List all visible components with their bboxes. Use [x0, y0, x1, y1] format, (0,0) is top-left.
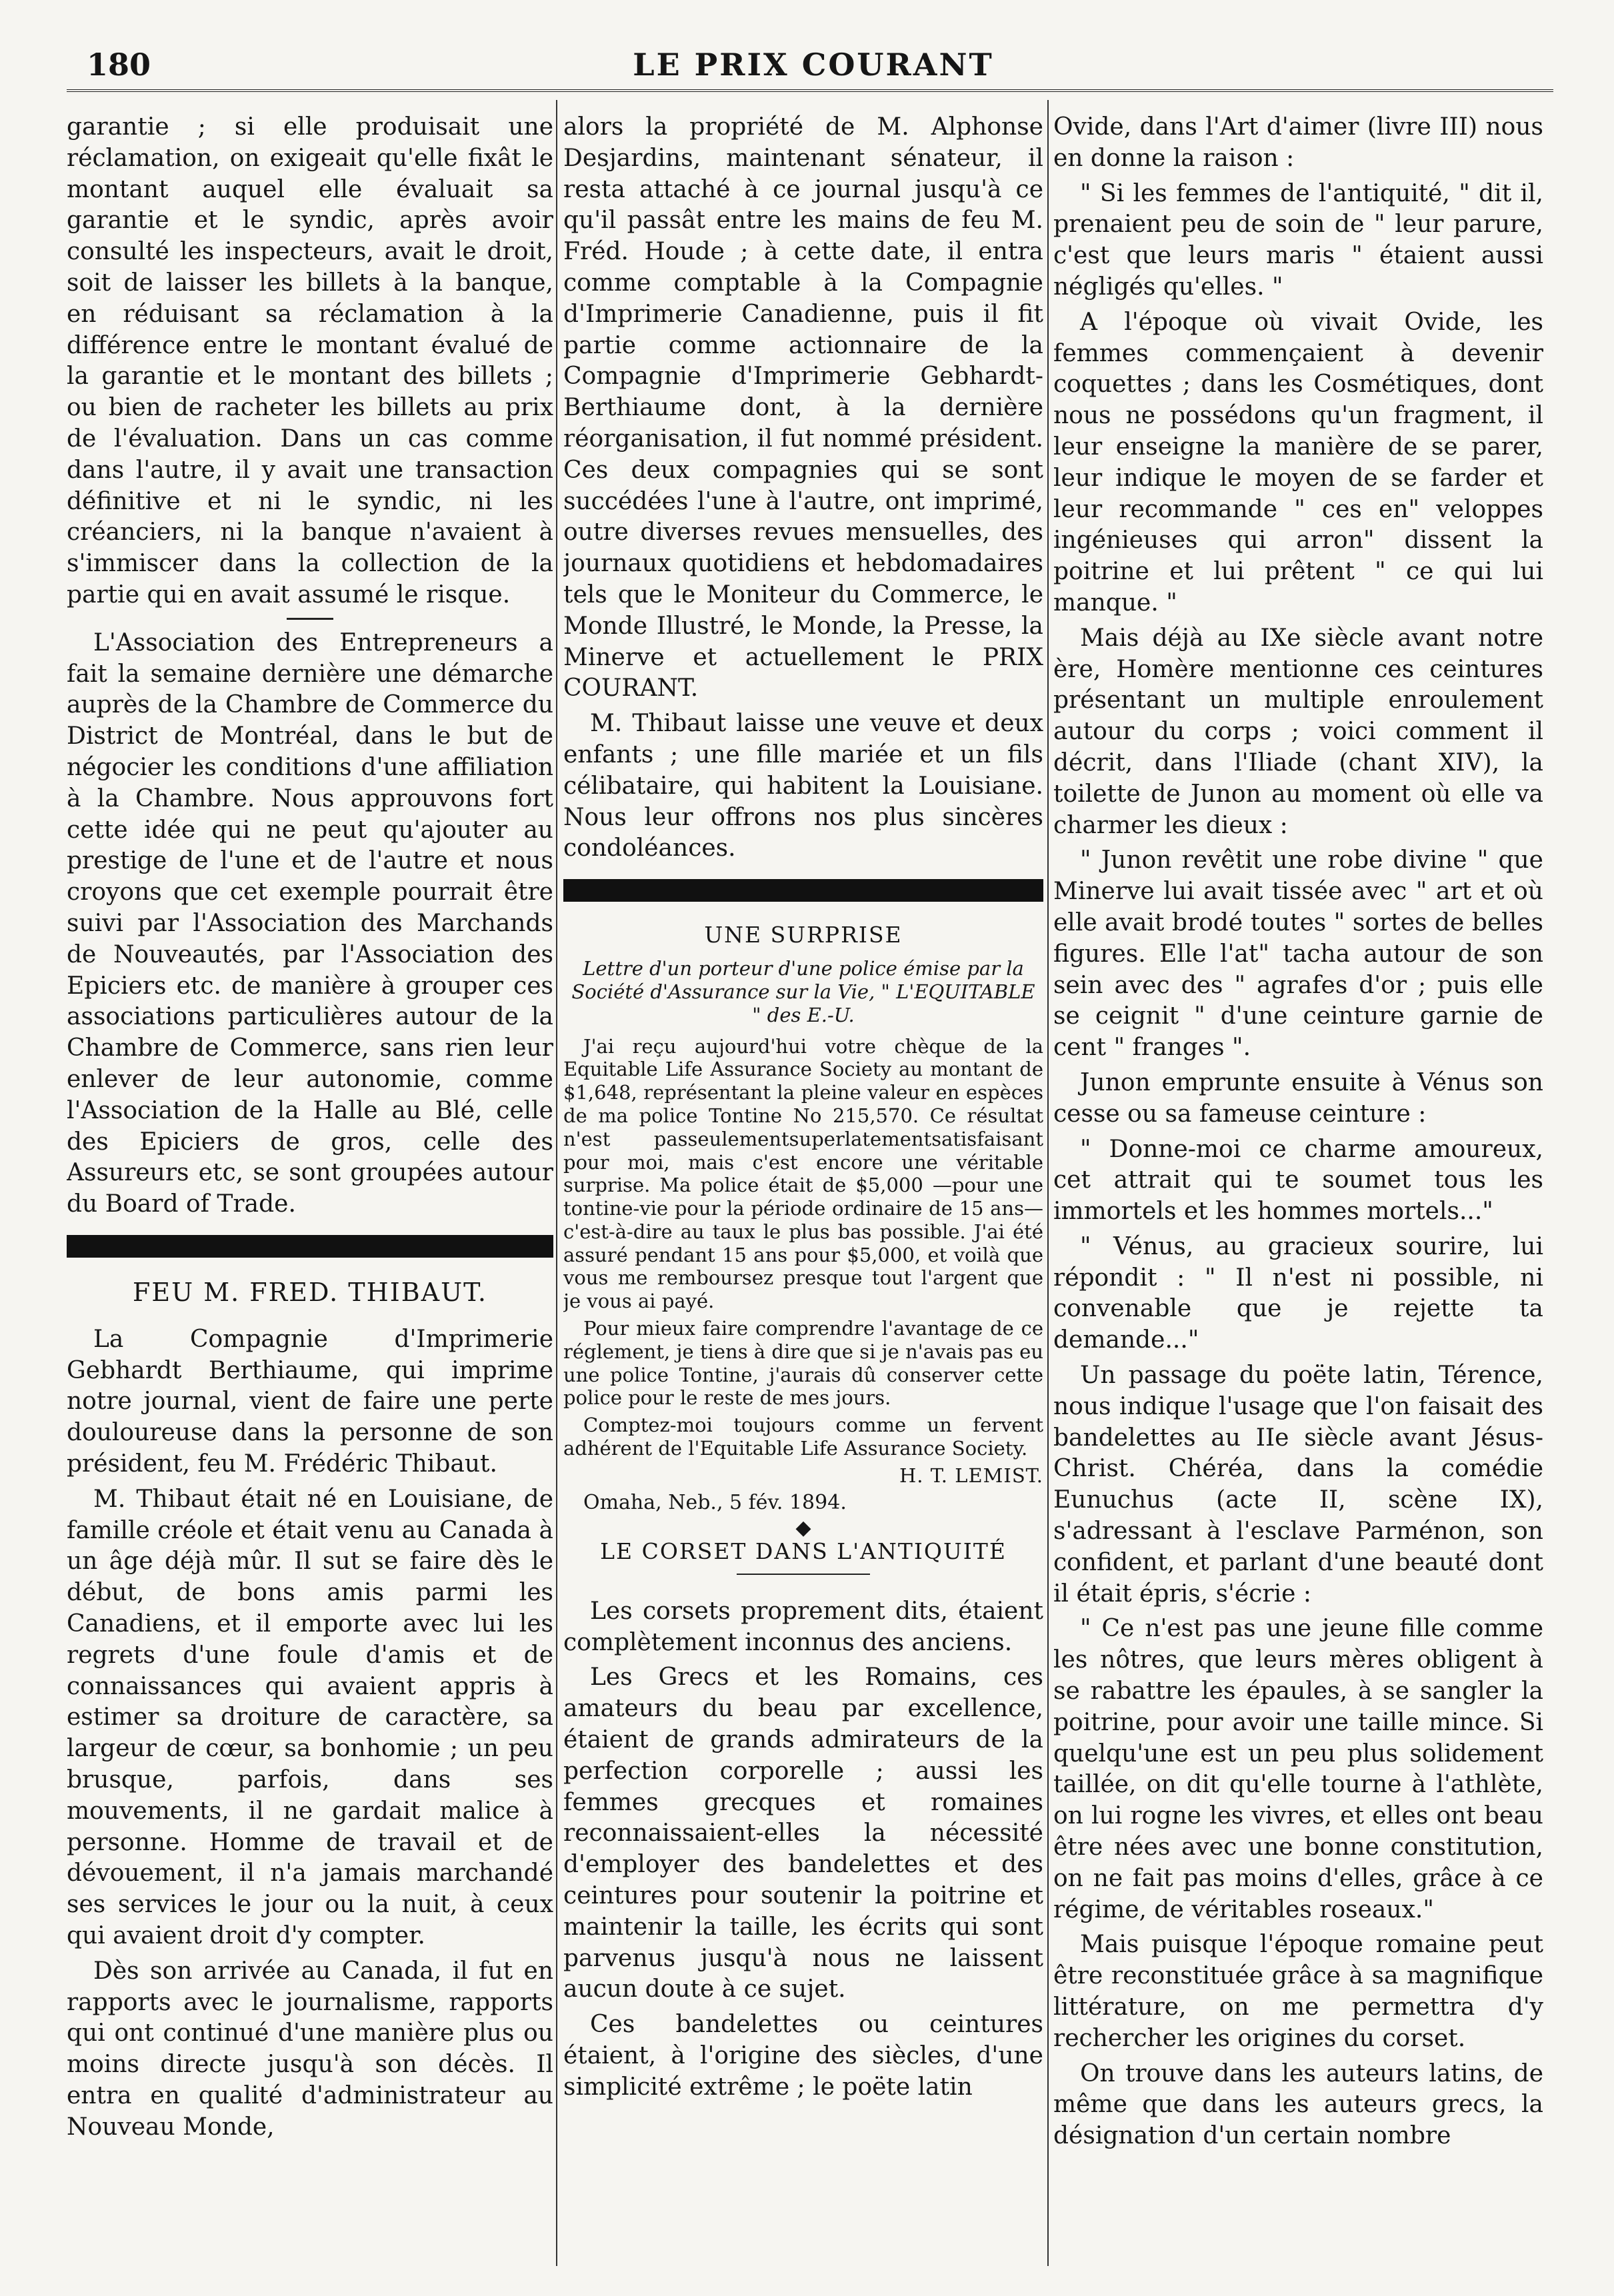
letter-dateline: Omaha, Neb., 5 fév. 1894.: [583, 1490, 847, 1514]
paragraph: Ovide, dans l'Art d'aimer (livre III) nous en donne la raison :: [1053, 113, 1543, 172]
quote-paragraph: " Donne-moi ce charme amoureux, cet attrait qui te soumet tous les immortels et les hommes mortels...": [1053, 1135, 1543, 1226]
header-rule: [67, 89, 1553, 92]
paragraph: L'Association des Entrepreneurs a fait la semaine dernière une démarche auprès de la Chambre de Commerce du District de Montréal, dans le but de négocier les conditions d'une affiliation à la Chambre. Nous approuvons fort cette idée qui ne peut qu'ajouter au prestige de l'une et de l'autre et nous croyons que cet exemple pourrait être suivi par l'Association des Marchands de Nouveautés, par l'Association des Epiciers etc. de manière à grouper ces associations particulières autour de la Chambre de Commerce, sans rien leur enlever de leur autonomie, comme l'Association de la Halle au Blé, celle des Epiciers de gros, celle des Assureurs etc, se sont groupées autour du Board of Trade.: [67, 628, 553, 1218]
running-title: LE PRIX COURANT: [633, 47, 994, 83]
paragraph: Les Grecs et les Romains, ces amateurs du beau par excellence, étaient de grands admirateurs de la perfection corporelle ; aussi les femmes grecques et romaines reconnaissaient-elles la nécessité d'employer des bandelettes et des ceintures pour soutenir la poitrine et maintenir la taille, les écrits qui sont parvenus jusqu'à nous ne laissent aucun doute à ce sujet.: [563, 1664, 1043, 2003]
paragraph: Pour mieux faire comprendre l'avantage de ce réglement, je tiens à dire que si je n'avais pas eu une police Tontine, j'aurais dû conserver cette police pour le reste de mes jours.: [563, 1317, 1043, 1410]
paragraph: Dès son arrivée au Canada, il fut en rapports avec le journalisme, rapports qui ont continué d'une manière plus ou moins directe jusqu'à son décès. Il entra en qualité d'administrateur au Nouveau Monde,: [67, 1957, 553, 2141]
section-bar: [67, 1235, 553, 1258]
letter-signature: H. T. LEMIST.: [899, 1464, 1043, 1487]
paragraph: Ces bandelettes ou ceintures étaient, à l'origine des siècles, d'une simplicité extrême ; le poëte latin: [563, 2011, 1043, 2101]
quote-paragraph: " Vénus, au gracieux sourire, lui répondit : " Il n'est ni possible, ni convenable que je rejette ta demande...": [1053, 1232, 1543, 1354]
column-2: [563, 112, 1043, 2265]
paragraph: Les corsets proprement dits, étaient complètement inconnus des anciens.: [563, 1597, 1043, 1656]
quote-paragraph: " Ce n'est pas une jeune fille comme les nôtres, que leurs mères obligent à se rabattre les épaules, à se sangler la poitrine, pour avoir une taille mince. Si quelqu'une est un peu plus solidement taillée, on dit qu'elle tourne à l'athlète, on lui rogne les vivres, et elles ont beau être nées avec une bonne constitution, on ne fait pas moins d'elles, grâce à ce régime, de véritables roseaux.": [1053, 1615, 1543, 1923]
paragraph: La Compagnie d'Imprimerie Gebhardt Berthiaume, qui imprime notre journal, vient de faire une perte douloureuse dans la personne de son président, feu M. Frédéric Thibaut.: [67, 1325, 553, 1478]
surprise-title: UNE SURPRISE: [704, 922, 903, 948]
paragraph: Un passage du poëte latin, Térence, nous indique l'usage que l'on faisait des bandelettes au IIe siècle avant Jésus-Christ. Chéréa, dans la comédie Eunuchus (acte II, scène IX), s'adressant à l'esclave Parménon, son confident, et parlant d'une beauté dont il était épris, s'écrie :: [1053, 1362, 1543, 1608]
paragraph: Comptez-moi toujours comme un fervent adhérent de l'Equitable Life Assurance Society.: [563, 1414, 1043, 1460]
quote-paragraph: " Junon revêtit une robe divine " que Minerve lui avait tissée avec " art et où elle avait brodé toutes " sortes de belles figures. Elle l'at" tacha autour de son sein avec des " agrafes d'or ; puis elle se ceignit " d'une ceinture garnie de cent " franges ".: [1053, 846, 1543, 1062]
paragraph: Mais déjà au IXe siècle avant notre ère, Homère mentionne ces ceintures présentant un multiple enroulement autour du corps ; voici comment il décrit, dans l'Iliade (chant XIV), la toilette de Junon au moment où elle va charmer les dieux :: [1053, 624, 1543, 839]
paragraph: On trouve dans les auteurs latins, de même que dans les auteurs grecs, la désignation d'un certain nombre: [1053, 2059, 1543, 2150]
separator-rule: [737, 1574, 870, 1575]
paragraph: M. Thibaut laisse une veuve et deux enfants ; une fille mariée et un fils célibataire, qui habitent la Louisiane. Nous leur offrons nos plus sincères condoléances.: [563, 710, 1043, 862]
letter-body: [563, 1035, 1043, 1460]
column-divider: [1047, 100, 1049, 2266]
page-header: [87, 47, 1540, 87]
letter-intro: Lettre d'un porteur d'une police émise par la Société d'Assurance sur la Vie, " L'EQUITABLE " des E.-U.: [571, 957, 1035, 1026]
column-1: [67, 112, 553, 2265]
ornament-icon: ◆: [795, 1516, 811, 1540]
paragraph: garantie ; si elle produisait une réclamation, on exigeait qu'elle fixât le montant auquel elle évaluait sa garantie et le syndic, après avoir consulté les inspecteurs, avait le droit, soit de laisser les billets à la banque, en réduisant sa réclamation à la différence entre le montant évalué de la garantie et le montant des billets ; ou bien de racheter les billets au prix de l'évaluation. Dans un cas comme dans l'autre, il y avait une transaction définitive et ni le syndic, ni les créanciers, ni la banque n'avaient à s'immiscer dans la collection de la partie qui en avait assumé le risque.: [67, 113, 553, 608]
paragraph: Junon emprunte ensuite à Vénus son cesse ou sa fameuse ceinture :: [1053, 1068, 1543, 1128]
separator-rule: [287, 618, 333, 620]
paragraph: M. Thibaut était né en Louisiane, de famille créole et était venu au Canada à un âge déjà mûr. Il sut se faire dès le début, de bons amis parmi les Canadiens, et il emporte avec lui les regrets d'une foule d'amis et de connaissances qui avaient appris à estimer sa droiture de caractère, sa largeur de cœur, sa bonhomie ; un peu brusque, parfois, dans ses mouvements, il ne gardait malice à personne. Homme de travail et de dévouement, il n'a jamais marchandé ses services le jour ou la nuit, à ceux qui avaient droit d'y compter.: [67, 1485, 553, 1950]
section-bar: [563, 879, 1043, 902]
obituary-title: FEU M. FRED. THIBAUT.: [133, 1277, 487, 1307]
corset-title: LE CORSET DANS L'ANTIQUITÉ: [600, 1538, 1007, 1564]
column-divider: [556, 100, 557, 2266]
page-number: 180: [87, 47, 151, 83]
quote-paragraph: " Si les femmes de l'antiquité, " dit il, prenaient peu de soin de " leur parure, c'est que leurs maris " étaient aussi négligés qu'elles. ": [1053, 179, 1543, 301]
paragraph: Mais puisque l'époque romaine peut être reconstituée grâce à sa magnifique littérature, on me permettra d'y rechercher les origines du corset.: [1053, 1931, 1543, 2052]
paragraph: A l'époque où vivait Ovide, les femmes commençaient à devenir coquettes ; dans les Cosmétiques, dont nous ne possédons qu'un fragment, il leur enseigne la manière de se parer, leur indique le moyen de se farder et leur recommande " ces en" veloppes ingénieuses qui arron" dissent la poitrine et lui prêtent " ce qui lui manque. ": [1053, 308, 1543, 616]
paragraph: J'ai reçu aujourd'hui votre chèque de la Equitable Life Assurance Society au montant de $1,648, représentant la pleine valeur en espèces de ma police Tontine No 215,570. Ce résultat n'est passeulementsuperlatementsatisfaisant pour moi, mais c'est encore une véritable surprise. Ma police était de $5,000 —pour une tontine-vie pour la période ordinaire de 15 ans—c'est-à-dire au taux le plus bas possible. J'ai été assuré pendant 15 ans pour $5,000, et voilà que vous me remboursez presque tout l'argent que je vous ai payé.: [563, 1034, 1043, 1313]
column-3: [1053, 112, 1543, 2265]
paragraph: alors la propriété de M. Alphonse Desjardins, maintenant sénateur, il resta attaché à ce journal jusqu'à ce qu'il passât entre les mains de feu M. Fréd. Houde ; à cette date, il entra comme comptable à la Compagnie d'Imprimerie Canadienne, puis il fit partie comme actionnaire de la Compagnie d'Imprimerie Gebhardt-Berthiaume dont, à la dernière réorganisation, il fut nommé président. Ces deux compagnies qui se sont succédées l'une à l'autre, ont imprimé, outre diverses revues mensuelles, des journaux quotidiens et hebdomadaires tels que le Moniteur du Commerce, le Monde Illustré, le Monde, la Presse, la Minerve et actuellement le PRIX COURANT.: [563, 113, 1043, 702]
